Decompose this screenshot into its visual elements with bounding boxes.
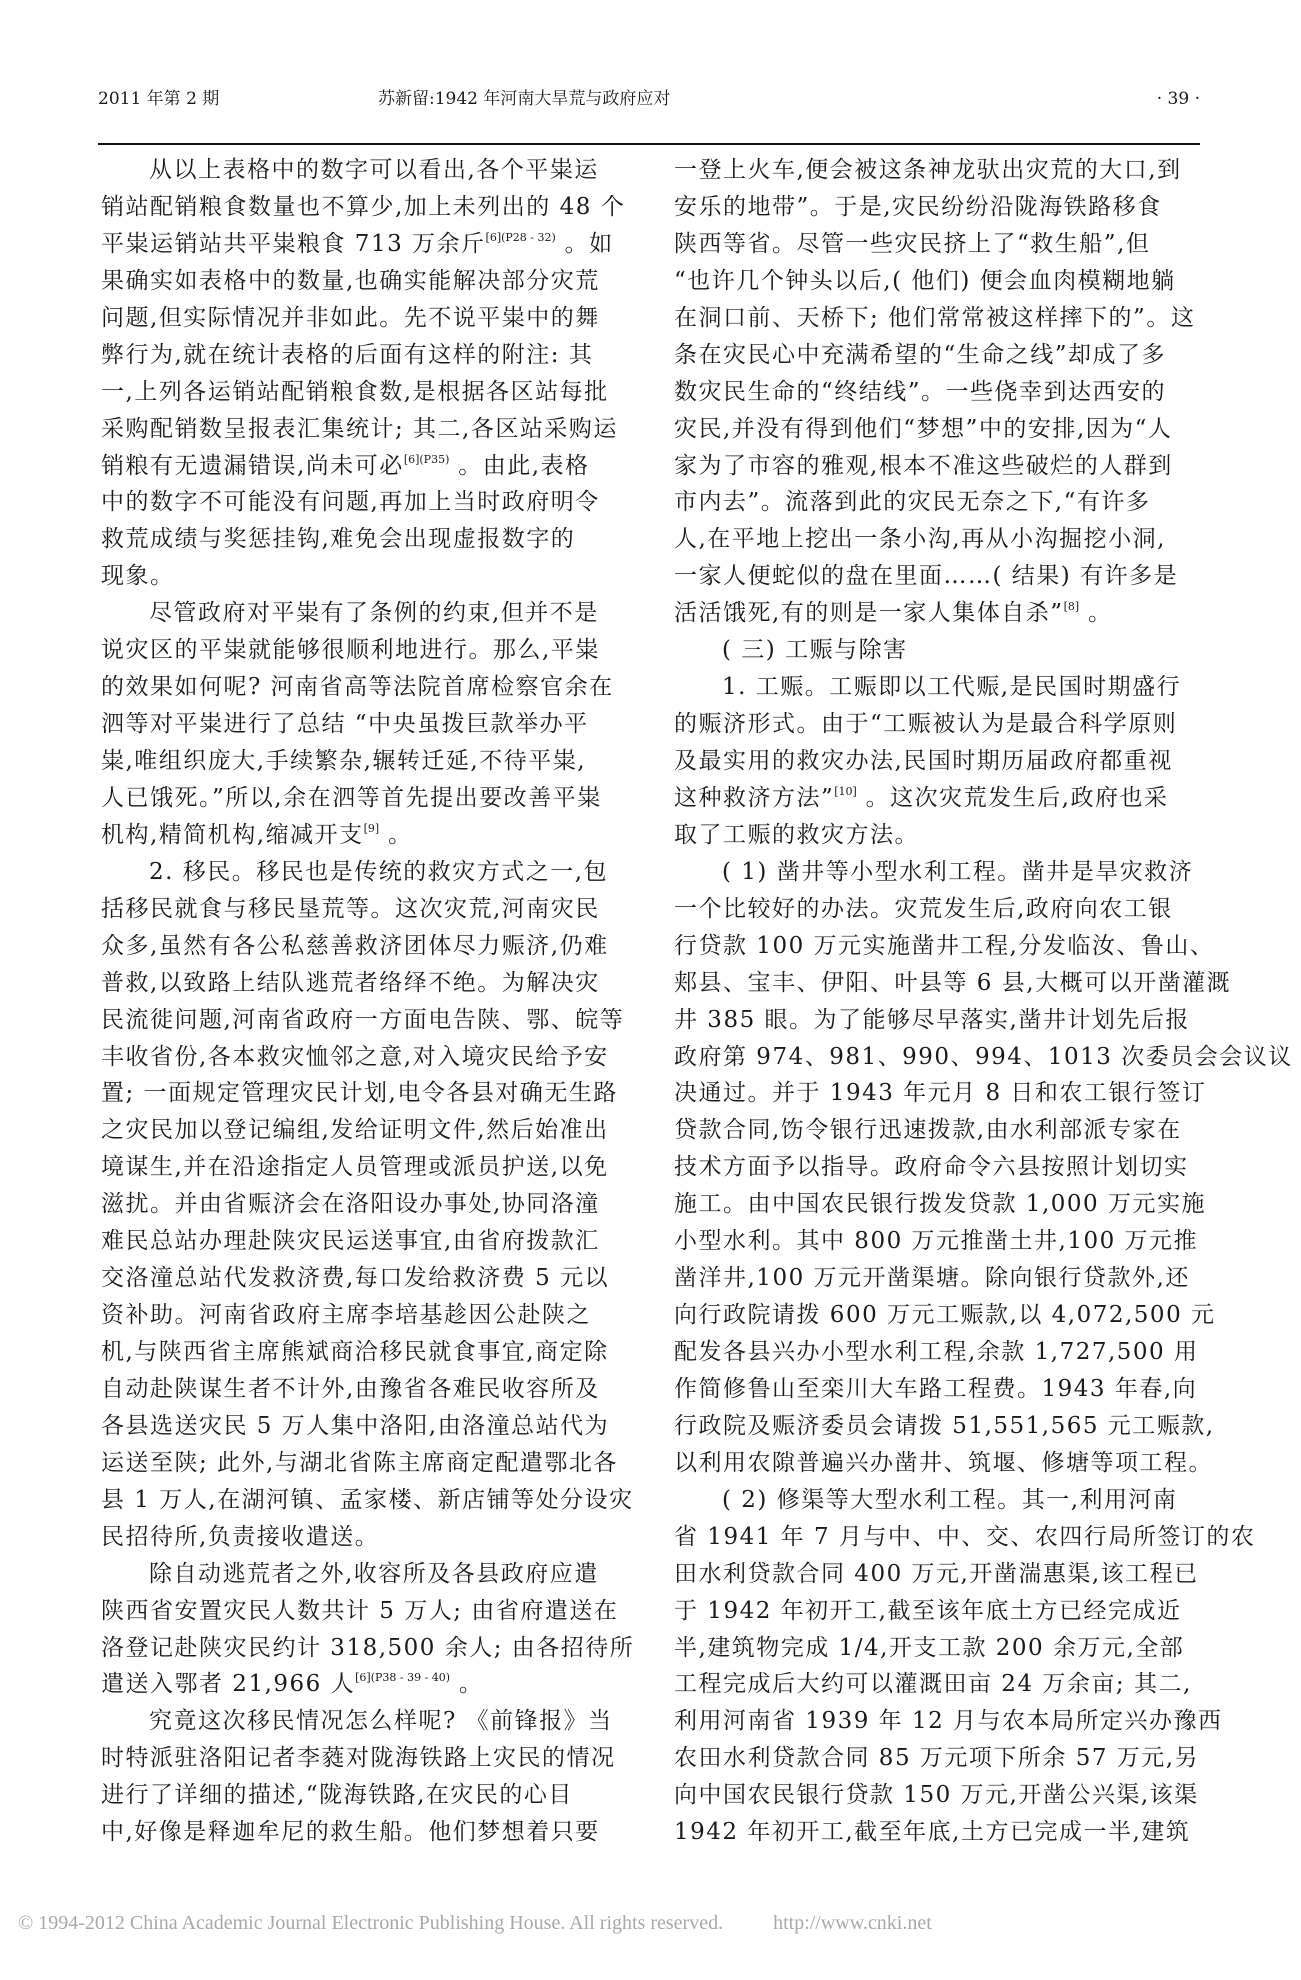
line-text: 资补助。河南省政府主席李培基趁因公赴陕之 xyxy=(101,1302,591,1329)
text-line xyxy=(101,1186,600,1223)
text-line xyxy=(101,706,589,743)
text-line xyxy=(674,780,1169,817)
text-line xyxy=(101,1149,609,1186)
text-line xyxy=(101,854,609,891)
text-line xyxy=(101,965,600,1002)
line-text: 家为了市容的雅观,根本不准这些破烂的人群到 xyxy=(674,452,1173,479)
line-text-tail: 。这次灾荒发生后,政府也采 xyxy=(856,784,1169,811)
line-text: 众多,虽然有各公私慈善救济团体尽力赈济,仍难 xyxy=(101,932,609,959)
line-text: 条在灾民心中充满希望的“生命之线”却成了多 xyxy=(674,341,1167,368)
text-line xyxy=(674,152,1182,189)
text-line xyxy=(101,1630,635,1667)
text-line xyxy=(674,1075,1207,1112)
line-text: 以利用农隙普遍兴办凿井、筑堰、修塘等项工程。 xyxy=(674,1449,1213,1476)
line-text: ( 三) 工赈与除害 xyxy=(722,637,908,664)
line-text: 在洞口前、天桥下; 他们常常被这样摔下的”。这 xyxy=(674,304,1196,331)
text-line xyxy=(674,558,1179,595)
line-text: 一,上列各运销站配销粮食数,是根据各区站每批 xyxy=(101,378,609,405)
line-text: 人,在平地上挖出一条小沟,再从小沟掘挖小洞, xyxy=(674,526,1166,553)
line-text: 难民总站办理赴陕灾民运送事宜,由省府拨款汇 xyxy=(101,1228,600,1255)
text-line xyxy=(674,1149,1189,1186)
text-line xyxy=(674,521,1166,558)
line-text: 泗等对平粜进行了总结 “中央虽拨巨款举办平 xyxy=(101,711,589,738)
running-header xyxy=(98,82,1200,116)
line-text: 田水利贷款合同 400 万元,开凿湍惠渠,该工程已 xyxy=(674,1560,1199,1587)
line-text: 技术方面予以指导。政府命令六县按照计划切实 xyxy=(674,1154,1189,1181)
text-line xyxy=(674,1556,1199,1593)
text-line xyxy=(674,189,1162,226)
line-text: 井 385 眼。为了能够尽早落实,凿井计划先后报 xyxy=(674,1006,1190,1033)
copyright-footer xyxy=(18,1912,932,1935)
text-line xyxy=(101,891,600,928)
text-line xyxy=(674,928,1215,965)
line-text: 各县选送灾民 5 万人集中洛阳,由洛潼总站代为 xyxy=(101,1412,610,1439)
header-rule xyxy=(98,143,1200,145)
text-line xyxy=(101,1002,625,1039)
text-line xyxy=(101,558,566,595)
citation-ref: [6](P38 - 39 - 40) xyxy=(355,1671,451,1685)
line-text-tail: 。如 xyxy=(555,230,614,257)
running-title: 苏新留:1942 年河南大旱荒与政府应对 xyxy=(378,89,671,109)
text-line xyxy=(101,632,600,669)
line-text: 省 1941 年 7 月与中、中、交、农四行局所签订的农 xyxy=(674,1523,1256,1550)
text-line xyxy=(674,1334,1199,1371)
line-text: 县 1 万人,在湖河镇、孟家楼、新店铺等处分设灾 xyxy=(101,1486,634,1513)
line-text: 的赈济形式。由于“工赈被认为是最合科学原则 xyxy=(674,711,1178,738)
line-text: 销粮有无遗漏错误,尚未可必 xyxy=(101,452,404,479)
right-column xyxy=(674,152,1293,1851)
line-text: 境谋生,并在沿途指定人员管理或派员护送,以免 xyxy=(101,1154,609,1181)
line-text: 民招待所,负责接收遣送。 xyxy=(101,1523,380,1550)
text-line xyxy=(674,632,1140,669)
text-line xyxy=(101,928,609,965)
page-number: · 39 · xyxy=(1156,89,1200,109)
text-line xyxy=(101,1371,600,1408)
line-text: 配发各县兴办小型水利工程,余款 1,727,500 用 xyxy=(674,1339,1199,1365)
text-line xyxy=(674,854,1194,891)
line-text: 2. 移民。移民也是传统的救灾方式之一,包 xyxy=(149,858,609,885)
text-line xyxy=(101,1556,599,1593)
line-text: 市内去”。流落到此的灾民无奈之下,“有许多 xyxy=(674,489,1151,516)
text-line xyxy=(674,1740,1200,1777)
line-text: 究竟这次移民情况怎么样呢? 《前锋报》当 xyxy=(149,1708,613,1735)
line-text: 陕西省安置灾民人数共计 5 万人; 由省府遣送在 xyxy=(101,1597,619,1624)
text-line xyxy=(674,1703,1223,1740)
line-text: 交洛潼总站代发救济费,每口发给救济费 5 元以 xyxy=(101,1265,610,1292)
line-text: 工程完成后大约可以灌溉田亩 24 万余亩; 其二, xyxy=(674,1671,1192,1698)
text-line xyxy=(101,1297,591,1334)
text-line xyxy=(101,1260,610,1297)
line-text: 的效果如何呢? 河南省高等法院首席检察官余在 xyxy=(101,674,614,701)
text-line xyxy=(674,1630,1185,1667)
line-text: 陕西等省。尽管一些灾民挤上了“救生船”,但 xyxy=(674,230,1151,257)
citation-ref: [10] xyxy=(834,784,857,798)
text-line xyxy=(101,1482,634,1519)
text-line xyxy=(101,263,600,300)
line-text: 安乐的地带”。于是,灾民纷纷沿陇海铁路移食 xyxy=(674,193,1162,220)
line-text: 救荒成绩与奖惩挂钩,难免会出现虚报数字的 xyxy=(101,526,576,553)
line-text: 一登上火车,便会被这条神龙驮出灾荒的大口,到 xyxy=(674,157,1182,183)
line-text: 普救,以致路上结队逃荒者络绎不绝。为解决灾 xyxy=(101,969,600,996)
text-line xyxy=(674,669,1182,706)
line-text: 括移民就食与移民垦荒等。这次灾荒,河南灾民 xyxy=(101,895,600,922)
line-text: 中的数字不可能没有问题,再加上当时政府明令 xyxy=(101,489,600,516)
copyright-text: © 1994-2012 China Academic Journal Electronic Publishing House. All rights reserved. xyxy=(18,1912,724,1934)
line-text: 灾民,并没有得到他们“梦想”中的安排,因为“人 xyxy=(674,415,1173,442)
line-text: 施工。由中国农民银行拨发贷款 1,000 万元实施 xyxy=(674,1191,1206,1218)
line-text: 除自动逃荒者之外,收容所及各县政府应遣 xyxy=(149,1560,599,1587)
text-line xyxy=(674,484,1151,521)
line-text-tail: 。 xyxy=(450,1671,484,1698)
line-text: 遣送入鄂者 21,966 人 xyxy=(101,1671,356,1698)
citation-ref: [9] xyxy=(363,821,380,835)
line-text: 机,与陕西省主席熊斌商洽移民就食事宜,商定除 xyxy=(101,1339,609,1365)
text-line xyxy=(101,1814,600,1851)
text-line xyxy=(101,1666,566,1703)
line-text: 一个比较好的办法。灾荒发生后,政府向农工银 xyxy=(674,895,1173,922)
text-line xyxy=(674,1223,1199,1260)
line-text: 农田水利贷款合同 85 万元项下所余 57 万元,另 xyxy=(674,1745,1200,1772)
text-line xyxy=(674,1408,1215,1445)
text-line xyxy=(101,669,614,706)
line-text: 弊行为,就在统计表格的后面有这样的附注: 其 xyxy=(101,341,594,368)
line-text: 进行了详细的描述,“陇海铁路,在灾民的心目 xyxy=(101,1782,573,1809)
text-line xyxy=(101,1445,618,1482)
line-text: 自动赴陕谋生者不计外,由豫省各难民收容所及 xyxy=(101,1375,600,1402)
text-line xyxy=(101,1075,618,1112)
journal-issue: 2011 年第 2 期 xyxy=(98,89,220,109)
text-line xyxy=(101,817,566,854)
cnki-url[interactable]: http://www.cnki.net xyxy=(773,1912,932,1934)
text-line xyxy=(674,706,1178,743)
line-text: 郏县、宝丰、伊阳、叶县等 6 县,大概可以开凿灌溉 xyxy=(674,969,1232,996)
text-line xyxy=(101,484,600,521)
line-text: 现象。 xyxy=(101,563,175,590)
text-line xyxy=(674,411,1173,448)
line-text: 这种救济方法” xyxy=(674,784,835,811)
line-text: 一家人便蛇似的盘在里面……( 结果) 有许多是 xyxy=(674,563,1179,590)
line-text: 及最实用的救灾办法,民国时期历届政府都重视 xyxy=(674,748,1173,774)
text-line xyxy=(674,374,1167,411)
text-line xyxy=(674,1777,1199,1814)
left-column xyxy=(101,152,635,1851)
line-text: 决通过。并于 1943 年元月 8 日和农工银行签订 xyxy=(674,1080,1207,1107)
text-line xyxy=(101,374,609,411)
text-line xyxy=(101,780,602,817)
line-text: 民流徙问题,河南省政府一方面电告陕、鄂、皖等 xyxy=(101,1006,625,1033)
line-text: 政府第 974、981、990、994、1013 次委员会会议议 xyxy=(674,1043,1293,1070)
line-text: 时特派驻洛阳记者李蕤对陇海铁路上灾民的情况 xyxy=(101,1745,616,1772)
text-line xyxy=(674,1002,1190,1039)
line-text: 贷款合同,饬令银行迅速拨款,由水利部派专家在 xyxy=(674,1117,1182,1144)
citation-ref: [8] xyxy=(1063,600,1080,614)
line-text: 尽管政府对平粜有了条例的约束,但并不是 xyxy=(149,600,599,627)
text-line xyxy=(101,1593,619,1630)
line-text-tail: 。由此,表格 xyxy=(449,452,590,479)
text-line xyxy=(101,743,587,780)
text-line xyxy=(674,595,1140,632)
text-line xyxy=(674,1371,1198,1408)
text-line xyxy=(674,448,1173,485)
line-text-tail: 。 xyxy=(379,821,413,848)
line-text: 数灾民生命的“终结线”。一些侥幸到达西安的 xyxy=(674,378,1167,405)
citation-ref: [6](P28 - 32) xyxy=(485,230,556,244)
line-text: 于 1942 年初开工,截至该年底土方已经完成近 xyxy=(674,1597,1182,1624)
line-text: 从以上表格中的数字可以看出,各个平粜运 xyxy=(149,157,599,183)
text-line xyxy=(101,337,594,374)
line-text: 小型水利。其中 800 万元推凿土井,100 万元推 xyxy=(674,1228,1199,1255)
text-line xyxy=(101,1703,613,1740)
text-line xyxy=(674,337,1167,374)
line-text: 凿洋井,100 万元开凿渠塘。除向银行贷款外,还 xyxy=(674,1265,1190,1292)
text-line xyxy=(674,817,1140,854)
text-line xyxy=(674,1039,1293,1076)
text-line xyxy=(101,1408,610,1445)
text-line xyxy=(674,1519,1256,1556)
line-text: ( 1) 凿井等小型水利工程。凿井是旱灾救济 xyxy=(722,858,1194,885)
text-line xyxy=(674,1186,1206,1223)
line-text: 丰收省份,各本救灾恤邻之意,对入境灾民给予安 xyxy=(101,1043,609,1070)
line-text: 果确实如表格中的数量,也确实能解决部分灾荒 xyxy=(101,267,600,294)
text-line xyxy=(674,1666,1192,1703)
line-text: 利用河南省 1939 年 12 月与农本局所定兴办豫西 xyxy=(674,1708,1223,1735)
text-line xyxy=(101,1740,616,1777)
line-text: 机构,精简机构,缩减开支 xyxy=(101,821,364,848)
text-line xyxy=(674,1593,1182,1630)
text-line xyxy=(674,226,1151,263)
text-line xyxy=(101,595,599,632)
text-line xyxy=(101,300,600,337)
text-line xyxy=(674,1482,1178,1519)
line-text: 1. 工赈。工赈即以工代赈,是民国时期盛行 xyxy=(722,674,1182,701)
line-text: 之灾民加以登记编组,发给证明文件,然后始准出 xyxy=(101,1117,609,1144)
line-text: 行贷款 100 万元实施凿井工程,分发临汝、鲁山、 xyxy=(674,932,1215,959)
text-line xyxy=(674,891,1173,928)
text-line xyxy=(101,1519,566,1556)
line-text: 滋扰。并由省赈济会在洛阳设办事处,协同洛潼 xyxy=(101,1191,600,1218)
line-text: 销站配销粮食数量也不算少,加上未列出的 48 个 xyxy=(101,193,626,220)
text-line xyxy=(674,743,1173,780)
text-line xyxy=(674,1260,1190,1297)
line-text: 中,好像是释迦牟尼的救生船。他们梦想着只要 xyxy=(101,1819,600,1846)
text-line xyxy=(674,1112,1182,1149)
text-line xyxy=(101,1223,600,1260)
line-text: “也许几个钟头以后,( 他们) 便会血肉模糊地躺 xyxy=(674,267,1176,294)
text-line xyxy=(674,965,1232,1002)
text-line xyxy=(674,1445,1213,1482)
line-text: 半,建筑物完成 1/4,开支工款 200 余万元,全部 xyxy=(674,1634,1185,1661)
line-text: 行政院及赈济委员会请拨 51,551,565 元工赈款, xyxy=(674,1412,1215,1439)
text-line xyxy=(674,1297,1216,1334)
line-text: 活活饿死,有的则是一家人集体自杀” xyxy=(674,600,1064,627)
line-text: 向中国农民银行贷款 150 万元,开凿公兴渠,该渠 xyxy=(674,1782,1199,1809)
line-text: 1942 年初开工,截至年底,土方已完成一半,建筑 xyxy=(674,1819,1191,1846)
text-line xyxy=(101,411,618,448)
line-text: 作简修鲁山至栾川大车路工程费。1943 年春,向 xyxy=(674,1375,1198,1402)
line-text: 平粜运销站共平粜粮食 713 万余斤 xyxy=(101,230,486,257)
line-text-tail: 。 xyxy=(1079,600,1113,627)
line-text: 洛登记赴陕灾民约计 318,500 余人; 由各招待所 xyxy=(101,1634,635,1661)
text-line xyxy=(101,1112,609,1149)
text-line xyxy=(101,1777,573,1814)
line-text: 取了工赈的救灾方法。 xyxy=(674,821,919,848)
line-text: 运送至陕; 此外,与湖北省陈主席商定配遣鄂北各 xyxy=(101,1449,618,1476)
text-line xyxy=(101,226,614,263)
line-text: 问题,但实际情况并非如此。先不说平粜中的舞 xyxy=(101,304,600,331)
text-line xyxy=(674,263,1176,300)
line-text: 采购配销数呈报表汇集统计; 其二,各区站采购运 xyxy=(101,415,618,442)
line-text: 置; 一面规定管理灾民计划,电令各县对确无生路 xyxy=(101,1080,618,1107)
text-line xyxy=(674,1814,1191,1851)
line-text: 说灾区的平粜就能够很顺利地进行。那么,平粜 xyxy=(101,637,600,664)
text-line xyxy=(101,448,590,485)
citation-ref: [6](P35) xyxy=(403,452,450,466)
line-text: 向行政院请拨 600 万元工赈款,以 4,072,500 元 xyxy=(674,1302,1216,1329)
text-line xyxy=(674,300,1196,337)
text-line xyxy=(101,152,599,189)
line-text: 粜,唯组织庞大,手续繁杂,辗转迁延,不待平粜, xyxy=(101,748,587,774)
line-text: 人已饿死。”所以,余在泗等首先提出要改善平粜 xyxy=(101,784,602,811)
text-line xyxy=(101,1039,609,1076)
text-line xyxy=(101,189,626,226)
text-line xyxy=(101,521,576,558)
text-line xyxy=(101,1334,609,1371)
line-text: ( 2) 修渠等大型水利工程。其一,利用河南 xyxy=(722,1486,1178,1513)
